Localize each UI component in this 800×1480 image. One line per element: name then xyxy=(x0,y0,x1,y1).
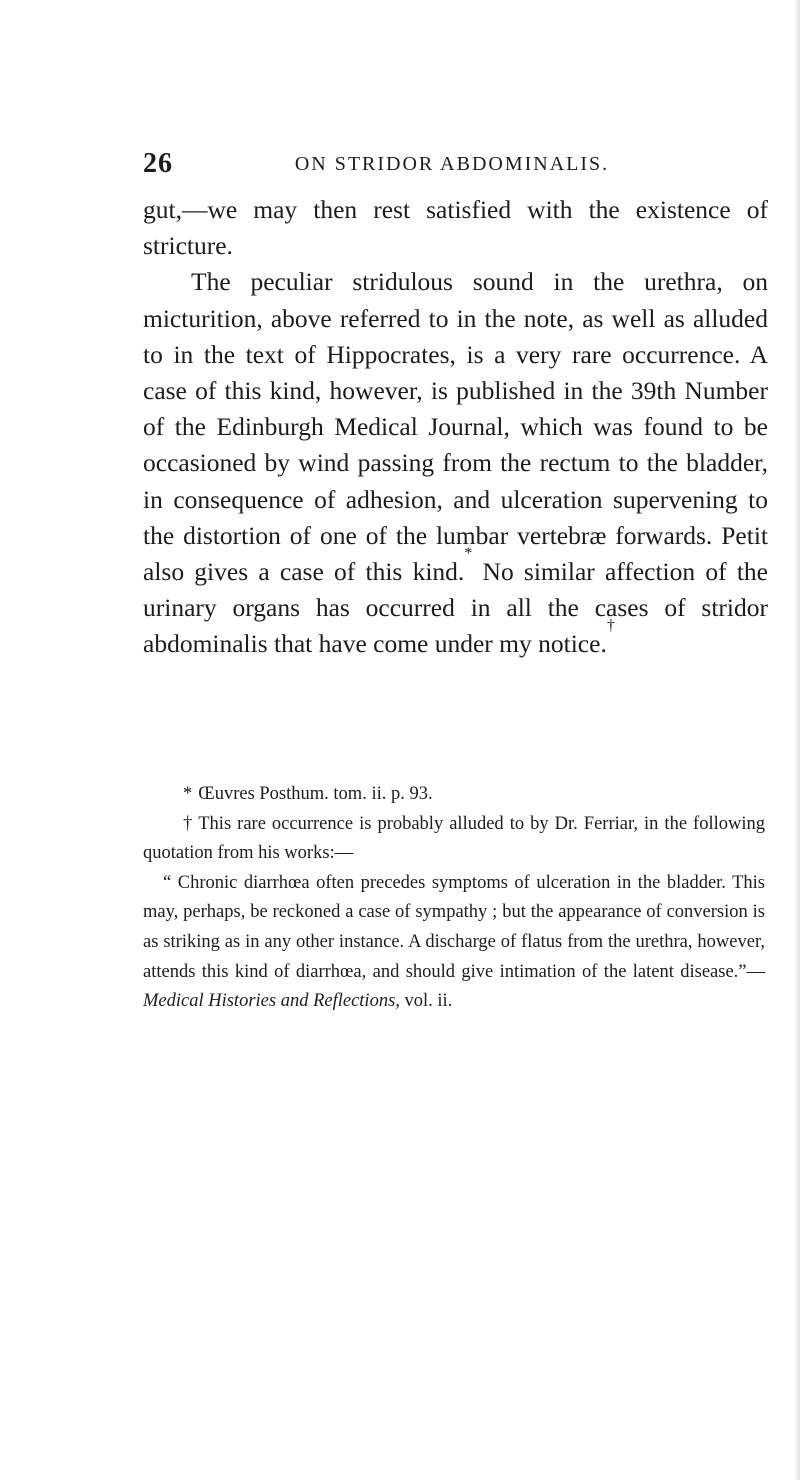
body-text xyxy=(143,192,768,663)
quotation-volume: vol. ii. xyxy=(399,991,453,1012)
footnote-2-quotation xyxy=(143,869,765,1017)
footnote-marker-dagger: † xyxy=(606,617,615,635)
paragraph-text: The peculiar stridulous sound in the urethra, on micturition, above referred to in the note, as well as alluded to in the text of Hippocrates, is a very rare occurrence. A case of this kind, however, is published in the 39th Number of the Edinburgh Medical Journal, which was found to be occasioned by wind passing from the rectum to the bladder, in consequence of adhesion, and ulceration supervening to the distortion of one of the lumbar vertebræ forwards. Petit also gives a case of this kind. xyxy=(143,267,768,587)
footnotes xyxy=(143,780,765,1017)
paragraph-tail: No similar affection of the urinary organs has occurred in all the cases of stridor abdominalis that have come under my notice. xyxy=(143,557,768,659)
footnote-1-symbol: * xyxy=(183,784,193,804)
paper-edge xyxy=(794,0,800,1480)
footnote-2-text: This rare occurrence is probably alluded to by Dr. Ferriar, in the following quotation from his works:— xyxy=(143,813,765,864)
footnote-2 xyxy=(143,810,765,869)
quotation-text: “ Chronic diarrhœa often precedes symptoms of ulceration in the bladder. This may, perhaps, be reckoned a case of sympathy ; but the appearance of conversion is as striking as in any other instance. A discharge of flatus from the urethra, however, attends this kind of diarrhœa, and should give intimation of the latent disease.”— xyxy=(143,872,765,982)
footnote-1 xyxy=(143,780,765,810)
paragraph-stridulous-sound xyxy=(143,264,768,662)
page-number: 26 xyxy=(143,148,173,179)
footnote-1-text: Œuvres Posthum. tom. ii. p. 93. xyxy=(198,784,433,804)
paragraph-continuation: gut,—we may then rest satisfied with the existence of stricture. xyxy=(143,195,768,261)
footnote-marker-asterisk: * xyxy=(464,545,473,563)
footnote-2-symbol: † xyxy=(183,813,193,834)
quotation-source: Medical Histories and Reflections, xyxy=(143,991,400,1012)
running-head xyxy=(143,148,761,184)
running-title: ON STRIDOR ABDOMINALIS. xyxy=(294,153,610,175)
